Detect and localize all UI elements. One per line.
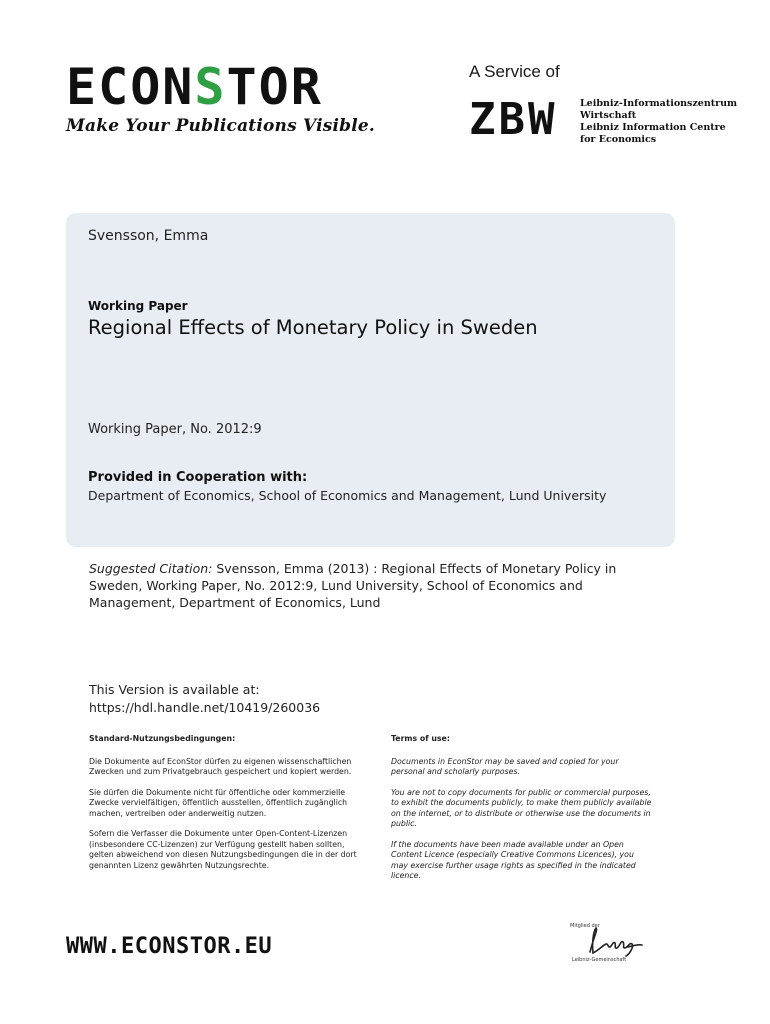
- logo-accent: S: [194, 58, 227, 116]
- zbw-name: [580, 98, 737, 146]
- econstor-url-link[interactable]: WWW.ECONSTOR.EU: [66, 934, 273, 959]
- terms-english-paragraph: You are not to copy documents for public or commercial purposes, to exhibit the documents publicly, to make them publicly available on the internet, or to distribute or otherwise use the documents in public.: [391, 787, 652, 828]
- leibniz-member-label: Mitglied der: [570, 923, 600, 929]
- zbw-mark: ZBW: [469, 94, 558, 145]
- terms-german-paragraph: Sofern die Verfasser die Dokumente unter Open-Content-Lizenzen (insbesondere CC-Lizenzen) zur Verfügung gestellt haben sollten, gelten abweichend von diesen Nutzungsbedingungen die in der dort genannten Lizenz gewährten Nutzungsrechte.: [89, 829, 357, 870]
- zbw-line: Wirtschaft: [580, 110, 637, 121]
- leibniz-gemeinschaft-label: Leibniz-Gemeinschaft: [572, 957, 627, 963]
- terms-english: [391, 734, 653, 892]
- terms-german-paragraph: Die Dokumente auf EconStor dürfen zu eigenen wissenschaftlichen Zwecken und zum Privatgebrauch gespeichert und kopiert werden.: [89, 756, 352, 776]
- record-panel: [66, 213, 675, 547]
- document-type: Working Paper: [88, 299, 188, 313]
- zbw-line: for Economics: [580, 134, 657, 145]
- terms-german-paragraph: Sie dürfen die Dokumente nicht für öffentliche oder kommerzielle Zwecke vervielfältigen, öffentlich ausstellen, öffentlich zugänglich machen, vertreiben oder anderweitig nutzen.: [89, 787, 348, 818]
- terms-german-heading: Standard-Nutzungsbedingungen:: [89, 734, 236, 743]
- citation-text: Svensson, Emma (2013) : Regional Effects of Monetary Policy in Sweden, Working Paper, No. 2012:9, Lund University, School of Economics and Management, Department of Economics, Lund: [89, 561, 617, 610]
- zbw-line: Leibniz Information Centre: [580, 122, 726, 133]
- document-title: Regional Effects of Monetary Policy in Sweden: [88, 316, 538, 339]
- logo-part1: ECON: [66, 58, 195, 116]
- zbw-logo: [469, 94, 558, 145]
- service-of-label: A Service of: [469, 62, 560, 81]
- version-label: This Version is available at:: [89, 682, 260, 697]
- zbw-line: Leibniz-Informationszentrum: [580, 98, 738, 109]
- logo-part2: TOR: [226, 58, 323, 116]
- version-info: [89, 681, 320, 717]
- leibniz-logo: [566, 920, 646, 972]
- terms-german: [89, 734, 369, 881]
- tagline: Make Your Publications Visible.: [66, 116, 376, 136]
- terms-english-paragraph: Documents in EconStor may be saved and copied for your personal and scholarly purposes.: [391, 756, 619, 776]
- handle-link[interactable]: https://hdl.handle.net/10419/260036: [89, 700, 321, 715]
- cooperation-label: Provided in Cooperation with:: [88, 470, 308, 485]
- suggested-citation: [89, 560, 669, 611]
- terms-english-heading: Terms of use:: [391, 734, 450, 743]
- author: Svensson, Emma: [88, 228, 209, 244]
- citation-label: Suggested Citation:: [89, 561, 213, 576]
- leibniz-signature-icon: [584, 926, 644, 958]
- econstor-wordmark: [66, 60, 375, 114]
- cooperation-institution: Department of Economics, School of Economics and Management, Lund University: [88, 488, 607, 503]
- econstor-logo: [66, 60, 375, 136]
- series-info: Working Paper, No. 2012:9: [88, 422, 262, 437]
- terms-english-paragraph: If the documents have been made available under an Open Content Licence (especially Creative Commons Licences), you may exercise further usage rights as specified in the indicated licence.: [391, 839, 636, 880]
